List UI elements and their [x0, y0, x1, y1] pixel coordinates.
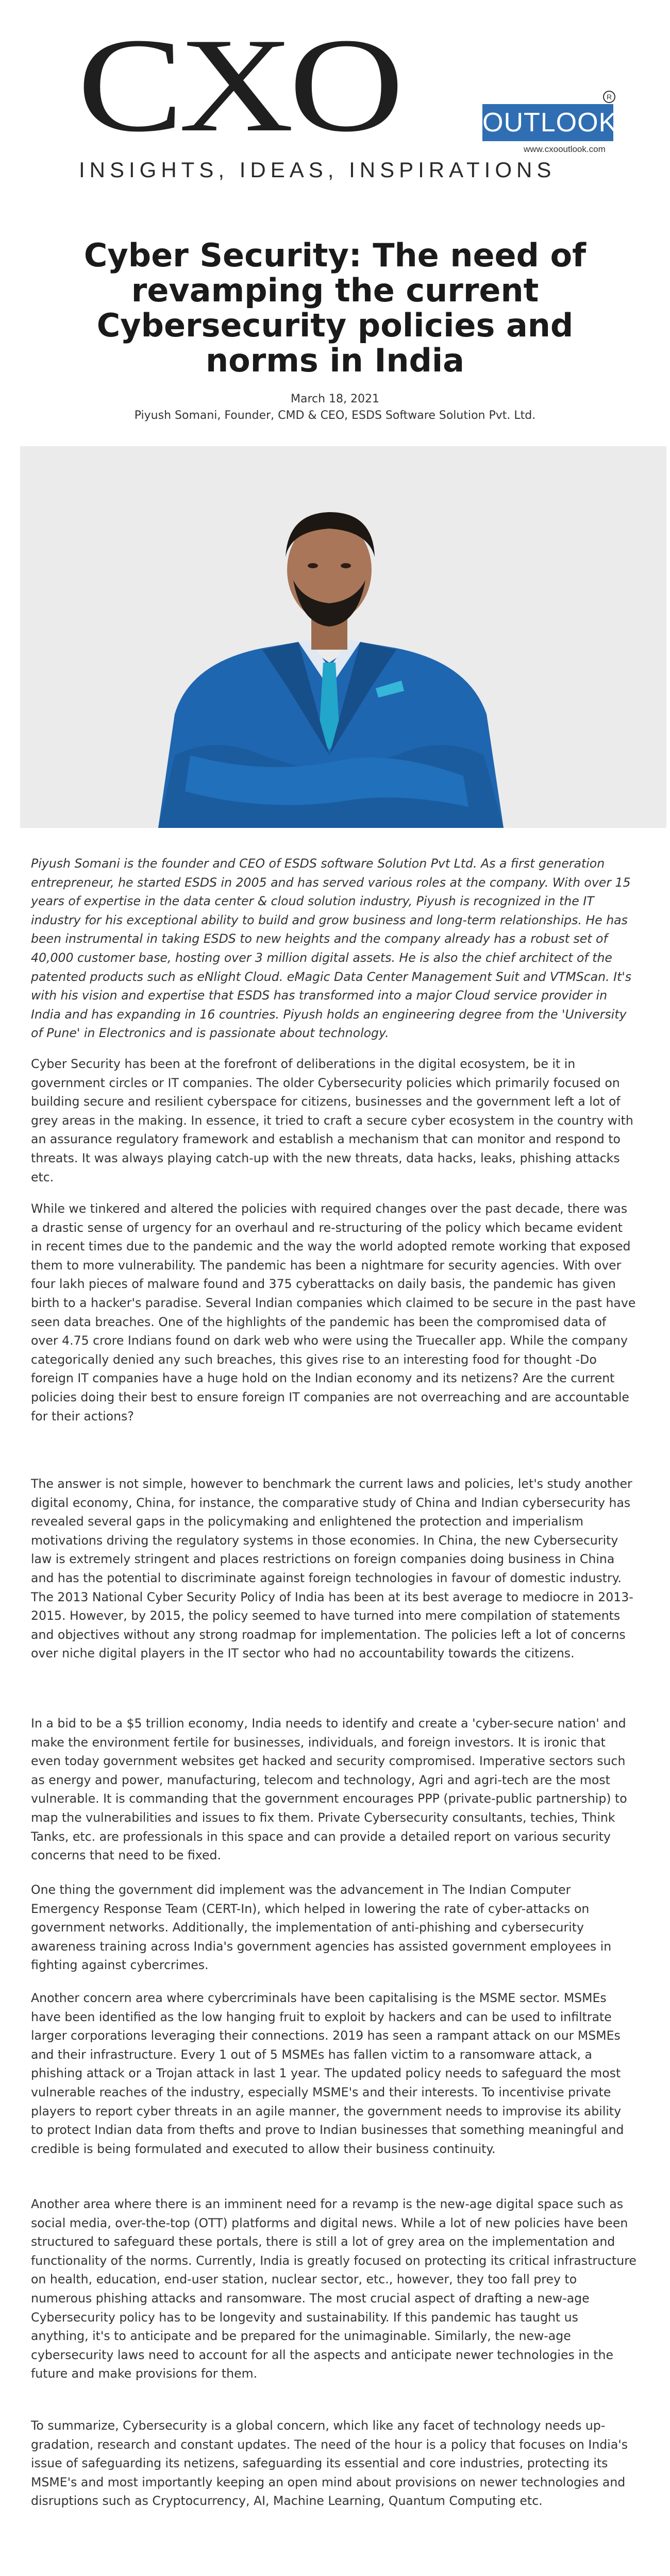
- article-paragraph: Another area where there is an imminent need for a revamp is the new-age digital space such as social media, over-the-top (OTT) platforms and digital news. While a lot of new policies have been structured to safeguard these portals, there is still a lot of grey area on the implementation and functionality of the norms. Currently, India is greatly focused on protecting its critical infrastructure on health, education, end-user station, nuclear sector, etc., however, they too fall prey to numerous phishing attacks and ransomware. The most crucial aspect of drafting a new-age Cybersecurity policy has to be longevity and sustainability. If this pandemic has taught us anything, it's to anticipate and be prepared for the unimaginable. Similarly, the new-age cybersecurity laws need to account for all the aspects and anticipate newer technologies in the future and make provisions for them.: [31, 2197, 636, 2381]
- masthead: [0, 10, 670, 196]
- brand-tagline: INSIGHTS, IDEAS, INSPIRATIONS: [79, 158, 556, 182]
- article-paragraph: Cyber Security has been at the forefront of deliberations in the digital ecosystem, be it in government circles or IT companies. The older Cybersecurity policies which primarily focused on building secure and resilient cyberspace for citizens, businesses and the government left a lot of grey areas in the making. In essence, it tried to craft a secure cyber ecosystem in the country with an assurance regulatory framework and establish a mechanism that can monitor and respond to threats. It was always playing catch-up with the new threats, data hacks, leaks, phishing attacks etc.: [31, 1057, 633, 1184]
- brand-sub-logo: OUTLOOK: [482, 104, 613, 141]
- author-bio: Piyush Somani is the founder and CEO of ESDS software Solution Pvt Ltd. As a first generation entrepreneur, he started ESDS in 2005 and has served various roles at the company. With over 15 years of expertise in the data center & cloud solution industry, Piyush is recognized in the IT industry for his exceptional ability to build and grow business and long-term relationships. He has been instrumental in taking ESDS to new heights and the company already has a robust set of 40,000 customer base, hosting over 3 million digital assets. He is also the chief architect of the patented products such as eNlight Cloud. eMagic Data Center Management Suit and VTMScan. It's with his vision and expertise that ESDS has transformed into a major Cloud service provider in India and has expanding in 16 countries. Piyush holds an engineering degree from the 'University of Pune' in Electronics and is passionate about technology.: [31, 856, 632, 1041]
- article-paragraph: In a bid to be a $5 trillion economy, India needs to identify and create a 'cyber-secure nation' and make the environment fertile for businesses, individuals, and foreign investors. It is ironic that even today government websites get hacked and security compromised. Imperative sectors such as energy and power, manufacturing, telecom and technology, Agri and agri-tech are the most vulnerable. It is commanding that the government encourages PPP (private-public partnership) to map the vulnerabilities and issues to fix them. Private Cybersecurity consultants, techies, Think Tanks, etc. are professionals in this space and can provide a detailed report on various security concerns that need to be fixed.: [31, 1716, 627, 1863]
- article-paragraph: While we tinkered and altered the policies with required changes over the past decade, there was a drastic sense of urgency for an overhaul and re-structuring of the policy which became evident in recent times due to the pandemic and the way the world adopted remote working that exposed them to more vulnerability. The pandemic has been a nightmare for security agencies. With over four lakh pieces of malware found and 375 cyberattacks on daily basis, the pandemic has given birth to a hacker's paradise. Several Indian companies which claimed to be secure in the past have seen data breaches. One of the highlights of the pandemic has been the compromised data of over 4.75 crore Indians found on dark web who were using the Truecaller app. While the company categorically denied any such breaches, this gives rise to an interesting food for thought -Do foreign IT companies have a huge hold on the Indian economy and its netizens? Are the current policies doing their best to ensure foreign IT companies are not overreaching and are accountable for their actions?: [31, 1201, 636, 1423]
- article-date: March 18, 2021: [290, 393, 380, 405]
- brand-logo: CXO: [77, 10, 399, 160]
- article-byline: Piyush Somani, Founder, CMD & CEO, ESDS Software Solution Pvt. Ltd.: [134, 409, 536, 422]
- article-paragraph: To summarize, Cybersecurity is a global concern, which like any facet of technology needs up-gradation, research and constant updates. The need of the hour is a policy that focuses on India's issue of safeguarding its netizens, safeguarding its essential and core industries, protecting its MSME's and most importantly keeping an open mind about provisions on newer technologies and disruptions such as Cryptocurrency, AI, Machine Learning, Quantum Computing etc.: [31, 2418, 628, 2509]
- portrait-illustration: [20, 446, 666, 828]
- article-paragraph: The answer is not simple, however to benchmark the current laws and policies, let's study another digital economy, China, for instance, the comparative study of China and Indian cybersecurity has revealed several gaps in the policymaking and enlightened the protection and imperialism motivations driving the regulatory systems in those economies. In China, the new Cybersecurity law is extremely stringent and places restrictions on foreign companies doing business in China and has the potential to discriminate against foreign technologies in favour of domestic industry. The 2013 National Cyber Security Policy of India has been at its best average to mediocre in 2013-2015. However, by 2015, the policy seemed to have turned into mere compilation of statements and objectives without any strong roadmap for implementation. The policies left a lot of concerns over niche digital players in the IT sector who had no accountability towards the citizens.: [31, 1477, 633, 1661]
- article-paragraph: One thing the government did implement was the advancement in The Indian Computer Emergency Response Team (CERT-In), which helped in lowering the rate of cyber-attacks on government networks. Additionally, the implementation of anti-phishing and cybersecurity awareness training across India's government agencies has assisted government employees in fighting against cybercrimes.: [31, 1883, 612, 1973]
- article-title: Cyber Security: The need of revamping the current Cybersecurity policies and norms in India: [83, 236, 587, 379]
- author-photo: [20, 446, 666, 828]
- registered-mark: R: [603, 91, 615, 103]
- brand-url: www.cxooutlook.com: [524, 144, 606, 154]
- article-paragraph: Another concern area where cybercriminals have been capitalising is the MSME sector. MSMEs have been identified as the low hanging fruit to exploit by hackers and can be used to infiltrate larger corporations leveraging their connections. 2019 has seen a rampant attack on our MSMEs and their infrastructure. Every 1 out of 5 MSMEs has fallen victim to a ransomware attack, a phishing attack or a Trojan attack in last 1 year. The updated policy needs to safeguard the most vulnerable reaches of the industry, especially MSME's and their interests. To incentivise private players to report cyber threats in an agile manner, the government needs to improvise its ability to protect Indian data from thefts and prove to Indian businesses that something meaningful and credible is being formulated and executed to allow their business continuity.: [31, 1991, 624, 2156]
